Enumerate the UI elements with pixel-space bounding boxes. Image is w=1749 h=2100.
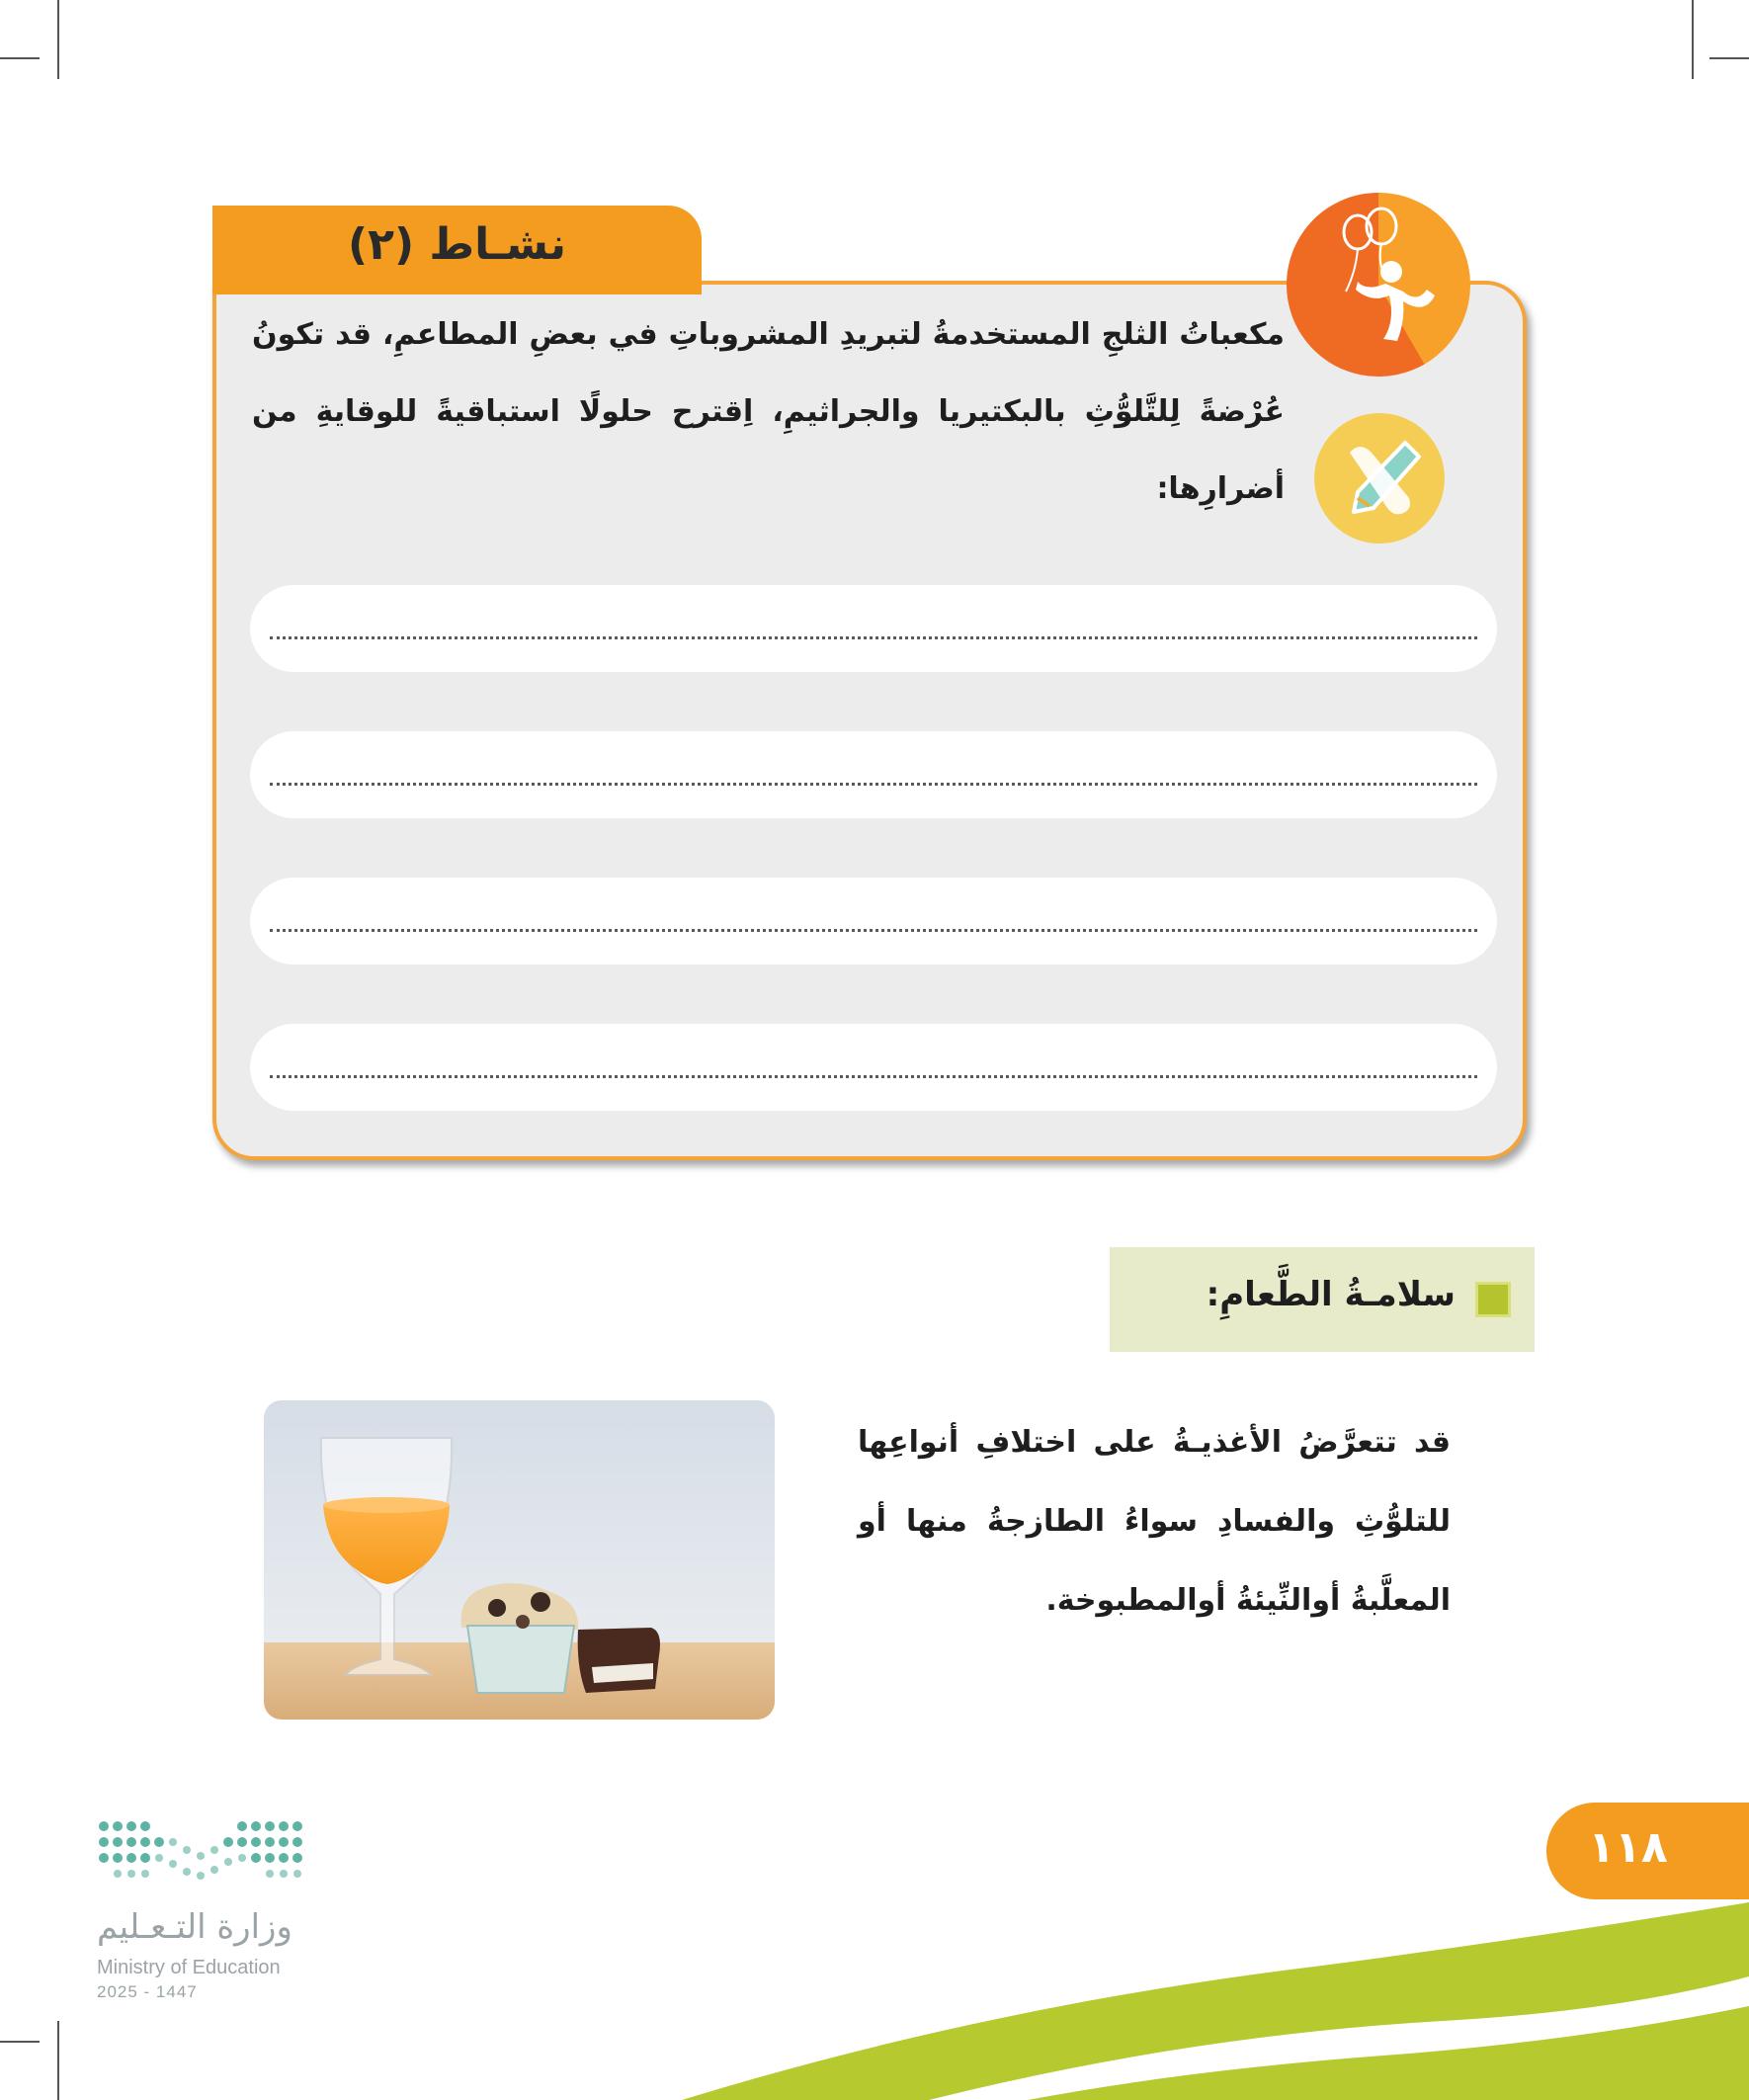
section-heading: سلامـةُ الطَّعامِ: (1206, 1275, 1456, 1314)
food-safety-paragraph: قد تتعرَّضُ الأغذيـةُ على اختلافِ أنواعِها للتلوُّثِ والفسادِ سواءُ الطازجةُ منها أو المعلَّبةُ أوالنِّيئةُ أوالمطبوخة. (858, 1425, 1451, 1618)
ministry-year: 2025 - 1447 (97, 1982, 198, 2001)
activity-title: نشـاط (٢) (348, 219, 566, 270)
ministry-logo-icon (94, 1816, 311, 1895)
page-number-tab (1546, 1803, 1749, 1899)
page-number: ١١٨ (1588, 1822, 1668, 1873)
ministry-name-arabic: وزارة التـعـليم (97, 1907, 292, 1947)
ministry-name-english: Ministry of Education (97, 1957, 281, 1978)
activity-prompt: مكعباتُ الثلجِ المستخدمةُ لتبريدِ المشروباتِ في بعضِ المطاعمِ، قد تكونُ عُرْضةً لِلتَّلوُّثِ بالبكتيريا والجراثيمِ، اِقترح حلولًا استباقيةً للوقايةِ من أضرارِها: (252, 317, 1285, 506)
